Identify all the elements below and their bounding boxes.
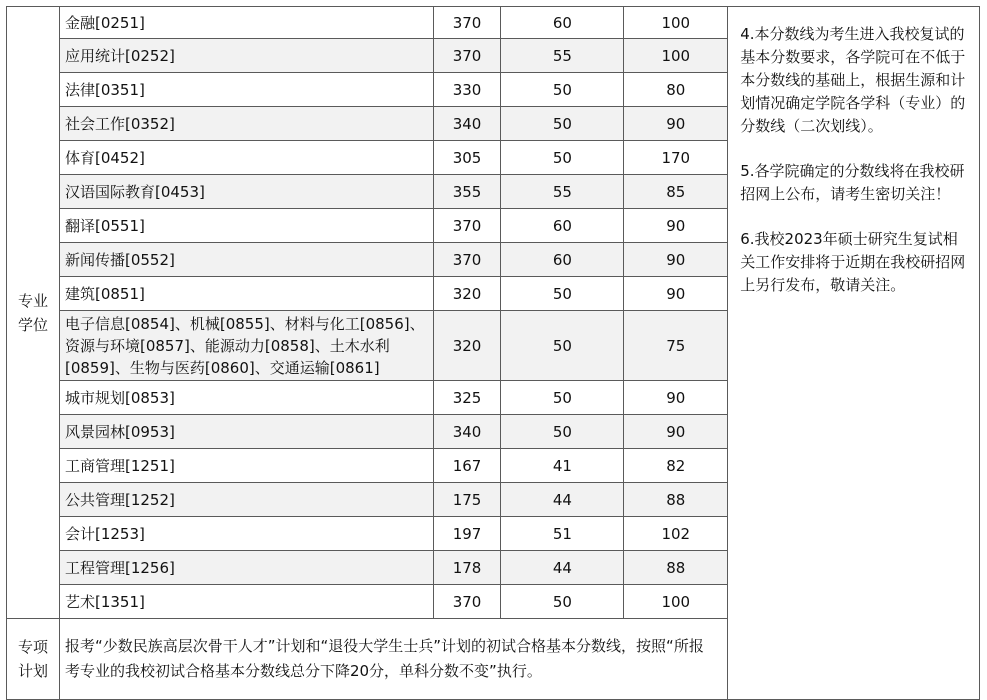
score-line-table bbox=[6, 6, 980, 700]
note-item: 4.本分数线为考生进入我校复试的基本分数要求，各学院可在不低于本分数线的基础上，根据生源和计划情况确定学院各学科（专业）的分数线（二次划线）。 bbox=[740, 25, 966, 135]
single-subject-score-a: 50 bbox=[501, 141, 624, 175]
score-table-page bbox=[6, 6, 980, 693]
subject-name: 应用统计[0252] bbox=[59, 39, 433, 73]
single-subject-score-b: 75 bbox=[624, 311, 728, 381]
single-subject-score-a: 50 bbox=[501, 107, 624, 141]
subject-name: 法律[0351] bbox=[59, 73, 433, 107]
subject-name: 汉语国际教育[0453] bbox=[59, 175, 433, 209]
subject-name: 风景园林[0953] bbox=[59, 415, 433, 449]
single-subject-score-a: 60 bbox=[501, 209, 624, 243]
total-score: 370 bbox=[433, 243, 501, 277]
total-score: 370 bbox=[433, 585, 501, 619]
single-subject-score-b: 90 bbox=[624, 415, 728, 449]
single-subject-score-b: 90 bbox=[624, 243, 728, 277]
single-subject-score-a: 50 bbox=[501, 311, 624, 381]
subject-name: 翻译[0551] bbox=[59, 209, 433, 243]
single-subject-score-b: 90 bbox=[624, 277, 728, 311]
single-subject-score-b: 88 bbox=[624, 483, 728, 517]
total-score: 175 bbox=[433, 483, 501, 517]
total-score: 370 bbox=[433, 7, 501, 39]
single-subject-score-b: 90 bbox=[624, 209, 728, 243]
notes-panel bbox=[728, 7, 980, 700]
single-subject-score-b: 100 bbox=[624, 585, 728, 619]
category-professional-label: 专业 学位 bbox=[17, 291, 48, 334]
table-row bbox=[7, 7, 980, 39]
single-subject-score-a: 50 bbox=[501, 585, 624, 619]
single-subject-score-a: 55 bbox=[501, 39, 624, 73]
category-special-label: 专项 计划 bbox=[17, 638, 48, 680]
total-score: 178 bbox=[433, 551, 501, 585]
subject-name: 新闻传播[0552] bbox=[59, 243, 433, 277]
single-subject-score-a: 55 bbox=[501, 175, 624, 209]
single-subject-score-a: 44 bbox=[501, 483, 624, 517]
total-score: 370 bbox=[433, 209, 501, 243]
total-score: 320 bbox=[433, 311, 501, 381]
subject-name: 体育[0452] bbox=[59, 141, 433, 175]
total-score: 305 bbox=[433, 141, 501, 175]
single-subject-score-a: 60 bbox=[501, 243, 624, 277]
total-score: 340 bbox=[433, 107, 501, 141]
subject-name: 城市规划[0853] bbox=[59, 381, 433, 415]
subject-name: 工商管理[1251] bbox=[59, 449, 433, 483]
total-score: 340 bbox=[433, 415, 501, 449]
subject-name: 电子信息[0854]、机械[0855]、材料与化工[0856]、资源与环境[0857]、能源动力[0858]、土木水利[0859]、生物与医药[0860]、交通运输[0861] bbox=[59, 311, 433, 381]
subject-name: 金融[0251] bbox=[59, 7, 433, 39]
single-subject-score-a: 50 bbox=[501, 415, 624, 449]
single-subject-score-a: 51 bbox=[501, 517, 624, 551]
category-special-plan bbox=[7, 619, 60, 700]
total-score: 370 bbox=[433, 39, 501, 73]
note-item: 6.我校2023年硕士研究生复试相关工作安排将于近期在我校研招网上另行发布，敬请关注。 bbox=[740, 230, 966, 294]
single-subject-score-a: 60 bbox=[501, 7, 624, 39]
category-professional-degree bbox=[7, 7, 60, 619]
total-score: 355 bbox=[433, 175, 501, 209]
subject-name: 会计[1253] bbox=[59, 517, 433, 551]
special-plan-text: 报考“少数民族高层次骨干人才”计划和“退役大学生士兵”计划的初试合格基本分数线，按照“所报考专业的我校初试合格基本分数线总分下降20分，单科分数不变”执行。 bbox=[59, 619, 727, 700]
single-subject-score-b: 85 bbox=[624, 175, 728, 209]
single-subject-score-b: 102 bbox=[624, 517, 728, 551]
single-subject-score-b: 80 bbox=[624, 73, 728, 107]
total-score: 197 bbox=[433, 517, 501, 551]
total-score: 325 bbox=[433, 381, 501, 415]
single-subject-score-b: 88 bbox=[624, 551, 728, 585]
single-subject-score-a: 50 bbox=[501, 277, 624, 311]
single-subject-score-a: 44 bbox=[501, 551, 624, 585]
subject-name: 工程管理[1256] bbox=[59, 551, 433, 585]
single-subject-score-b: 82 bbox=[624, 449, 728, 483]
single-subject-score-b: 90 bbox=[624, 107, 728, 141]
subject-name: 建筑[0851] bbox=[59, 277, 433, 311]
subject-name: 公共管理[1252] bbox=[59, 483, 433, 517]
single-subject-score-a: 50 bbox=[501, 73, 624, 107]
subject-name: 社会工作[0352] bbox=[59, 107, 433, 141]
single-subject-score-a: 41 bbox=[501, 449, 624, 483]
single-subject-score-b: 100 bbox=[624, 7, 728, 39]
single-subject-score-b: 90 bbox=[624, 381, 728, 415]
single-subject-score-b: 100 bbox=[624, 39, 728, 73]
single-subject-score-a: 50 bbox=[501, 381, 624, 415]
subject-name: 艺术[1351] bbox=[59, 585, 433, 619]
total-score: 320 bbox=[433, 277, 501, 311]
table-body bbox=[7, 7, 980, 700]
note-item: 5.各学院确定的分数线将在我校研招网上公布，请考生密切关注！ bbox=[740, 162, 965, 203]
total-score: 330 bbox=[433, 73, 501, 107]
total-score: 167 bbox=[433, 449, 501, 483]
single-subject-score-b: 170 bbox=[624, 141, 728, 175]
